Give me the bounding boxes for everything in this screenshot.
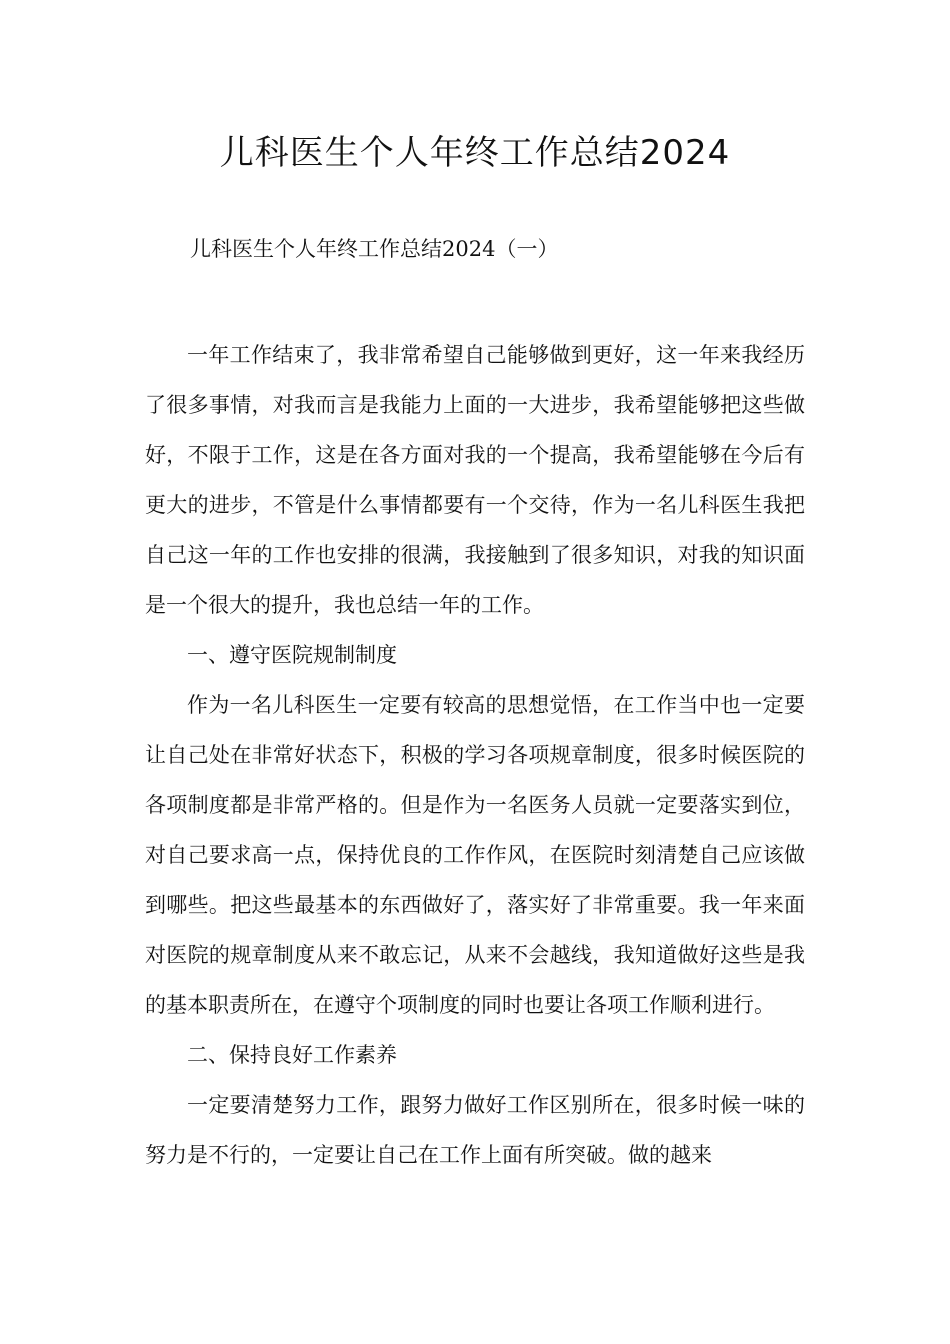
document-subtitle: 儿科医生个人年终工作总结2024（一） bbox=[190, 237, 559, 261]
paragraph-section-1: 作为一名儿科医生一定要有较高的思想觉悟，在工作当中也一定要让自己处在非常好状态下，积极的学习各项规章制度，很多时候医院的各项制度都是非常严格的。但是作为一名医务人员就一定要落实到位，对自己要求高一点，保持优良的工作作风，在医院时刻清楚自己应该做到哪些。把这些最基本的东西做好了，落实好了非常重要。我一年来面对医院的规章制度从来不敢忘记，从来不会越线，我知道做好这些是我的基本职责所在，在遵守个项制度的同时也要让各项工作顺利进行。 bbox=[145, 693, 805, 1017]
section-heading-1: 一、遵守医院规制制度 bbox=[187, 643, 397, 667]
document-title: 儿科医生个人年终工作总结2024 bbox=[219, 133, 731, 173]
paragraph-section-2: 一定要清楚努力工作，跟努力做好工作区别所在，很多时候一味的努力是不行的，一定要让自己在工作上面有所突破。做的越来 bbox=[145, 1093, 805, 1167]
paragraph-intro: 一年工作结束了，我非常希望自己能够做到更好，这一年来我经历了很多事情，对我而言是我能力上面的一大进步，我希望能够把这些做好，不限于工作，这是在各方面对我的一个提高，我希望能够在今后有更大的进步，不管是什么事情都要有一个交待，作为一名儿科医生我把自己这一年的工作也安排的很满，我接触到了很多知识，对我的知识面是一个很大的提升，我也总结一年的工作。 bbox=[145, 343, 805, 617]
document-body bbox=[145, 330, 805, 1180]
section-heading-2: 二、保持良好工作素养 bbox=[187, 1043, 397, 1067]
